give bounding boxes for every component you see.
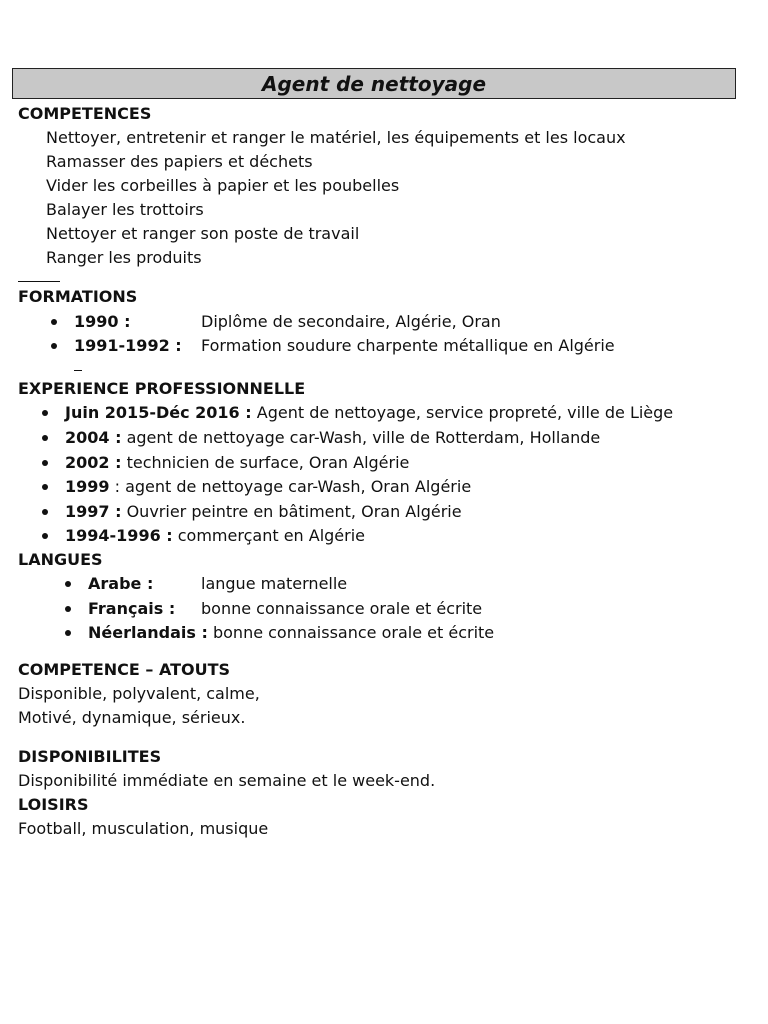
experience-date: 2002 :: [65, 453, 122, 472]
bullet-icon: [65, 581, 71, 587]
disponibilites-heading: DISPONIBILITES: [18, 747, 162, 766]
language-level: bonne connaissance orale et écrite: [201, 599, 483, 618]
formations-heading: FORMATIONS: [18, 287, 138, 306]
experience-heading: EXPERIENCE PROFESSIONNELLE: [18, 379, 306, 398]
competence-item: Ranger les produits: [46, 248, 202, 267]
experience-item: [65, 477, 471, 497]
competence-item: Vider les corbeilles à papier et les poubelles: [46, 176, 400, 195]
competence-item: Balayer les trottoirs: [46, 200, 204, 219]
experience-item: [65, 403, 673, 423]
experience-item: [65, 502, 462, 522]
experience-text: Agent de nettoyage, service propreté, ville de Liège: [251, 403, 674, 422]
disponibilites-text: Disponibilité immédiate en semaine et le week-end.: [18, 771, 436, 790]
bullet-icon: [51, 343, 57, 349]
bullet-icon: [42, 435, 48, 441]
formation-date: 1991-1992 :: [74, 336, 182, 355]
atouts-line: Disponible, polyvalent, calme,: [18, 684, 260, 703]
loisirs-text: Football, musculation, musique: [18, 819, 269, 838]
competence-item: Nettoyer, entretenir et ranger le matériel, les équipements et les locaux: [46, 128, 626, 147]
section-divider: [74, 370, 82, 371]
bullet-icon: [65, 606, 71, 612]
atouts-line: Motivé, dynamique, sérieux.: [18, 708, 246, 727]
bullet-icon: [51, 319, 57, 325]
experience-text: Ouvrier peintre en bâtiment, Oran Algérie: [121, 502, 462, 521]
atouts-heading: COMPETENCE – ATOUTS: [18, 660, 231, 679]
bullet-icon: [42, 533, 48, 539]
bullet-icon: [42, 460, 48, 466]
experience-text: : agent de nettoyage car-Wash, Oran Algérie: [109, 477, 472, 496]
experience-date: 1997 :: [65, 502, 122, 521]
experience-item: [65, 428, 600, 448]
bullet-icon: [65, 630, 71, 636]
loisirs-heading: LOISIRS: [18, 795, 89, 814]
competence-item: Nettoyer et ranger son poste de travail: [46, 224, 360, 243]
experience-text: technicien de surface, Oran Algérie: [121, 453, 410, 472]
langues-heading: LANGUES: [18, 550, 103, 569]
language-name: Français :: [88, 599, 176, 618]
competence-item: Ramasser des papiers et déchets: [46, 152, 313, 171]
language-name: Néerlandais :: [88, 623, 208, 642]
experience-date: Juin 2015-Déc 2016 :: [65, 403, 252, 422]
bullet-icon: [42, 410, 48, 416]
formation-text: Diplôme de secondaire, Algérie, Oran: [201, 312, 501, 331]
experience-text: commerçant en Algérie: [172, 526, 366, 545]
formation-date: 1990 :: [74, 312, 131, 331]
language-level: bonne connaissance orale et écrite: [207, 623, 495, 642]
experience-date: 1999: [65, 477, 110, 496]
experience-item: [65, 526, 365, 546]
experience-text: agent de nettoyage car-Wash, ville de Rotterdam, Hollande: [121, 428, 601, 447]
language-level: langue maternelle: [201, 574, 348, 593]
formation-text: Formation soudure charpente métallique en Algérie: [201, 336, 615, 355]
competences-heading: COMPETENCES: [18, 104, 152, 123]
experience-date: 1994-1996 :: [65, 526, 173, 545]
experience-date: 2004 :: [65, 428, 122, 447]
section-divider: [18, 281, 60, 282]
language-item: [88, 623, 494, 643]
bullet-icon: [42, 484, 48, 490]
document-title: Agent de nettoyage: [12, 68, 736, 99]
bullet-icon: [42, 509, 48, 515]
experience-item: [65, 453, 409, 473]
language-name: Arabe :: [88, 574, 154, 593]
